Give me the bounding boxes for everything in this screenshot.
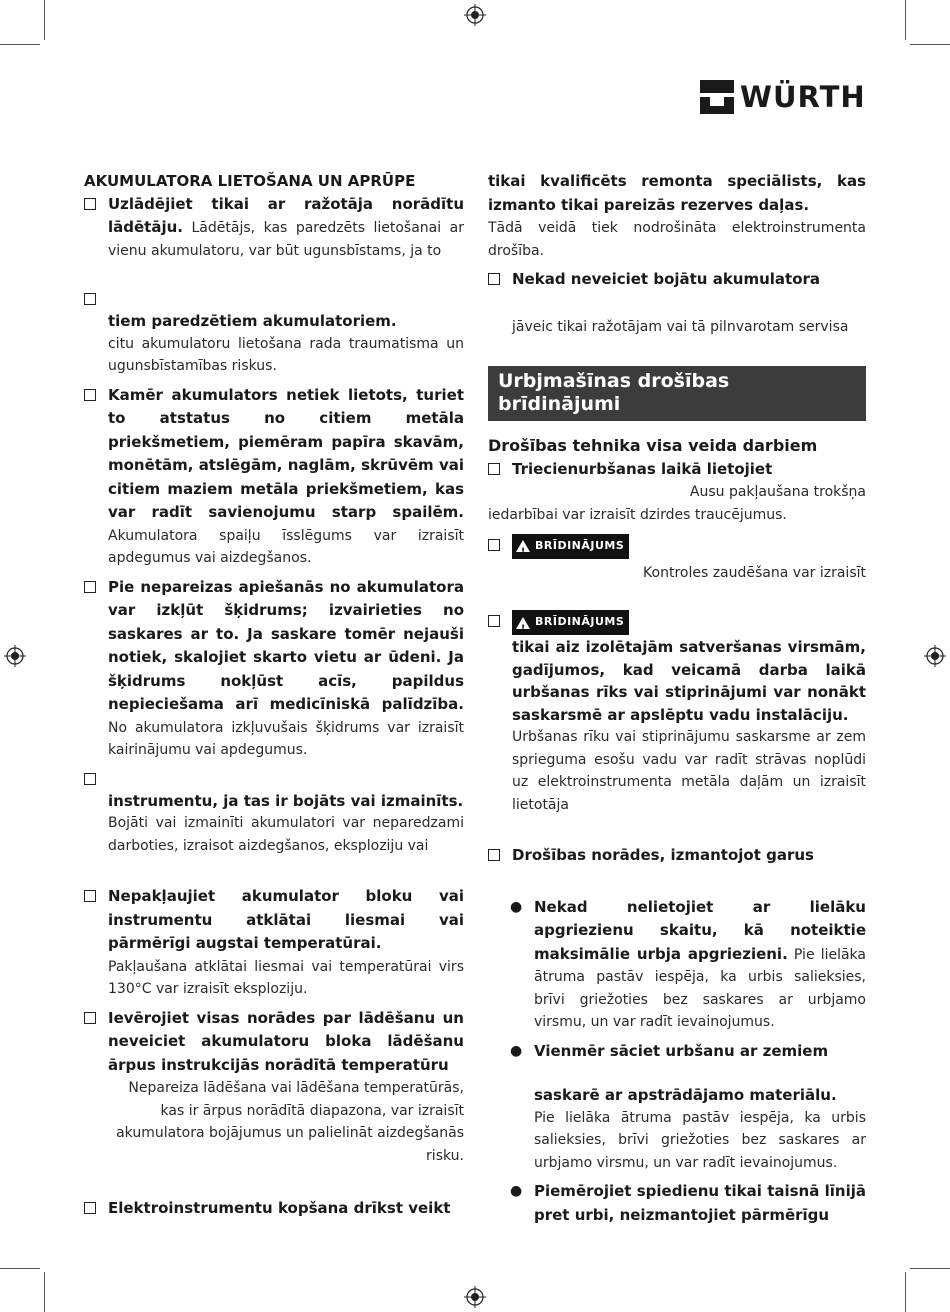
brand-logo bbox=[700, 80, 866, 114]
crop-mark bbox=[0, 44, 40, 45]
crop-mark bbox=[905, 1272, 906, 1312]
list-item: Ievērojiet visas norādes par lādēšanu un neveiciet akumulatoru bloka lādēšanu ārpus instrukcijās norādītā temperatūru Nepareiza lādēšana vai lādēšana temperatūrās, kas ir ārpus norādītā diapazona, var izraisīt akumulatora bojājumus un palielināt aizdegšanās risku. bbox=[84, 1007, 464, 1168]
crop-mark bbox=[910, 1268, 950, 1269]
bullet-icon: ● bbox=[510, 1183, 523, 1199]
list-item: Nekad neveiciet bojātu akumulatora jāveic tikai ražotājam vai tā pilnvarotam servisa bbox=[488, 268, 866, 338]
left-column bbox=[84, 170, 464, 1221]
subheading: Drošības tehnika visa veida darbiem bbox=[488, 436, 818, 455]
registration-mark-icon bbox=[464, 1286, 486, 1308]
bullet-icon: ● bbox=[510, 898, 523, 915]
list-item: ! BRĪDINĀJUMS tikai aiz izolētajām satveršanas virsmām, gadījumos, kad veicamā darba laikā urbšanas rīks vai stiprinājumi var nonākt saskarsmē ar apslēptu vadu instalāciju. Urbšanas rīku vai stiprinājumu saskarsme ar zem sprieguma esošu vadu var radīt strāvas noplūdi uz elektroinstrumenta metāla daļām un izraisīt lietotāja bbox=[488, 610, 866, 816]
list-item: ! BRĪDINĀJUMS Kontroles zaudēšana var izraisīt bbox=[488, 534, 866, 584]
continued-paragraph: tikai kvalificēts remonta speciālists, kas izmanto tikai pareizās rezerves daļas. Tādā veidā tiek nodrošināta elektroinstrumenta drošība. bbox=[488, 172, 866, 259]
bullet-icon: ● bbox=[510, 1042, 523, 1059]
registration-mark-icon bbox=[4, 645, 26, 667]
checkbox-icon bbox=[488, 463, 500, 475]
bullet-item: ● Vienmēr sāciet urbšanu ar zemiem saskarē ar apstrādājamo materiālu. Pie lielāka ātruma pastāv iespēja, ka urbis salieksies, brīvi griežoties bez saskares ar urbjamo virsmu, un var radīt ievainojumus. bbox=[510, 1041, 866, 1171]
checkbox-icon bbox=[84, 1012, 96, 1024]
list-item: Pie nepareizas apiešanās no akumulatora var izkļūt šķidrums; izvairieties no saskares ar to. Ja saskare tomēr nejauši notiek, skalojiet skarto vietu ar ūdeni. Ja šķidrums nokļūst acīs, papildus nepieciešama arī medicīniskā palīdzība. No akumulatora izkļuvušais šķidrums var izraisīt kairinājumu vai apdegumus. bbox=[84, 576, 464, 762]
section-heading: AKUMULATORA LIETOŠANA UN APRŪPE bbox=[84, 172, 416, 190]
warning-badge: ! BRĪDINĀJUMS bbox=[512, 534, 629, 559]
crop-mark bbox=[0, 1268, 40, 1269]
brand-name: WÜRTH bbox=[740, 80, 866, 114]
checkbox-icon bbox=[84, 581, 96, 593]
list-item: Kamēr akumulators netiek lietots, turiet to atstatus no citiem metāla priekšmetiem, piemēram papīra skavām, monētām, atslēgām, naglām, skrūvēm vai citiem maziem metāla priekšmetiem, kas var radīt savienojumu starp spailēm. Akumulatora spaiļu īsslēgums var izraisīt apdegumus vai aizdegšanos. bbox=[84, 384, 464, 570]
checkbox-icon bbox=[488, 539, 500, 551]
registration-mark-icon bbox=[464, 4, 486, 26]
paragraph: iedarbībai var izraisīt dzirdes traucējumus. bbox=[488, 506, 787, 523]
checkbox-icon bbox=[84, 773, 96, 785]
bullet-item: ● Piemērojiet spiedienu tikai taisnā līnijā pret urbi, neizmantojiet pārmērīgu bbox=[510, 1182, 866, 1224]
bullet-item: ● Nekad nelietojiet ar lielāku apgriezienu skaitu, kā noteiktie maksimālie urbja apgriezieni. Pie lielāka ātruma pastāv iespēja, ka urbis salieksies, brīvi griežoties bez saskares ar urbjamo virsmu, un var radīt ievainojumus. bbox=[510, 897, 866, 1030]
crop-mark bbox=[910, 44, 950, 45]
section-banner: Urbjmašīnas drošības brīdinājumi bbox=[488, 366, 866, 421]
checkbox-icon bbox=[84, 389, 96, 401]
list-item: instrumentu, ja tas ir bojāts vai izmainīts. Bojāti vai izmainīti akumulatori var neparedzami darboties, izraisot aizdegšanos, eksploziju vai bbox=[84, 768, 464, 858]
right-column bbox=[488, 170, 866, 1227]
list-item: tiem paredzētiem akumulatoriem. citu akumulatoru lietošana rada traumatisma un ugunsbīstamības riskus. bbox=[84, 288, 464, 378]
crop-mark bbox=[44, 1272, 45, 1312]
warning-badge: ! BRĪDINĀJUMS bbox=[512, 610, 629, 635]
checkbox-icon bbox=[488, 273, 500, 285]
list-item: Drošības norādes, izmantojot garus bbox=[488, 844, 866, 868]
list-item: Nepakļaujiet akumulator bloku vai instrumentu atklātai liesmai vai pārmērīgi augstai temperatūrai. Pakļaušana atklātai liesmai vai temperatūrai virs 130°C var izraisīt eksploziju. bbox=[84, 885, 464, 1001]
checkbox-icon bbox=[84, 293, 96, 305]
checkbox-icon bbox=[84, 890, 96, 902]
list-item: Uzlādējiet tikai ar ražotāja norādītu lādētāju. Lādētājs, kas paredzēts lietošanai ar vienu akumulatoru, var būt ugunsbīstams, ja to bbox=[84, 193, 464, 263]
wurth-logo-icon bbox=[700, 80, 734, 114]
crop-mark bbox=[44, 0, 45, 40]
list-item: Elektroinstrumentu kopšana drīkst veikt bbox=[84, 1197, 464, 1221]
checkbox-icon bbox=[488, 849, 500, 861]
checkbox-icon bbox=[84, 1202, 96, 1214]
crop-mark bbox=[905, 0, 906, 40]
list-item: Triecienurbšanas laikā lietojiet Ausu pakļaušana trokšņa bbox=[488, 458, 866, 504]
checkbox-icon bbox=[488, 615, 500, 627]
registration-mark-icon bbox=[924, 645, 946, 667]
checkbox-icon bbox=[84, 198, 96, 210]
